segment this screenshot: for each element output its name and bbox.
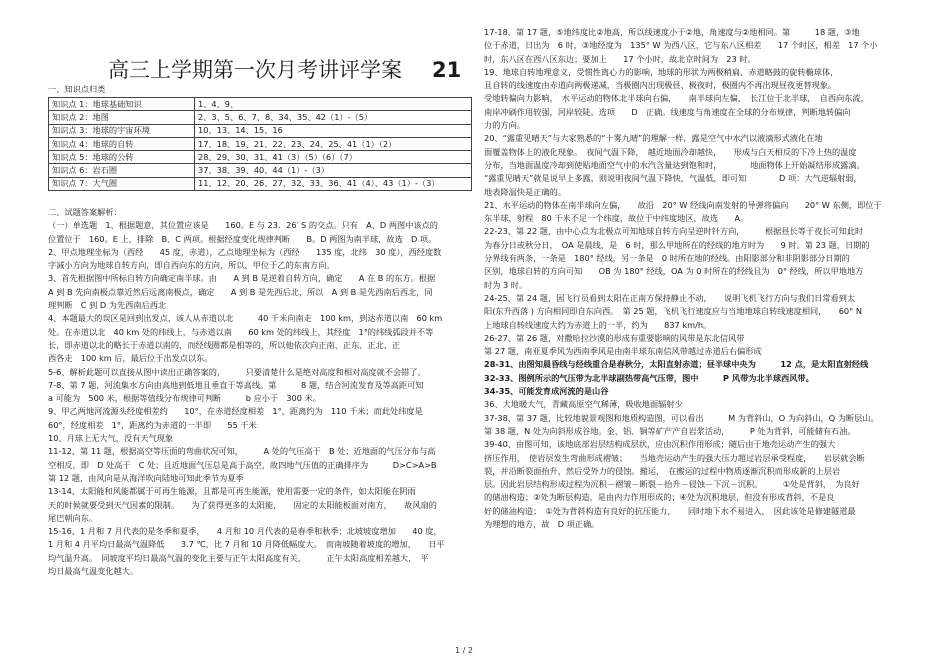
knowledge-point-cell: 知识点 7：大气圈: [49, 177, 195, 190]
text-line: 10、月球上无大气，没有天气现象: [48, 433, 174, 444]
text-line: 分布，当地面温度冷却到使贴地面空气中的水汽含量达到饱和时， 地面物体上开始凝结形成露滴。: [484, 159, 865, 170]
text-line: 13-14、太阳能和风能都属于可再生能源，且都是可再生能源，使用需要一定的条件，如太阳能在阴雨: [48, 486, 416, 497]
text-line: 天的时候就要受到天气因素的限制。 为了获得更多的太阳能， 固定的太阳能板面对南方， 故风扇的: [48, 499, 437, 510]
question-numbers-cell: 28、29、30、31、41（3）（5）（6）（7）: [195, 151, 472, 164]
text-line: 区别，地球自转的方向可知 OB 为 180° 经线，OA 为 0 时所在的经线且为 0° 经线，所以甲地地方: [484, 266, 864, 277]
text-line: 层。因此岩层结构形成过程为沉积－褶皱－断裂－抬升－侵蚀－下沉－沉积。 ①处是背斜， 为良好: [484, 479, 860, 490]
question-numbers-cell: 11、12、20、26、27、32、33、36、41（4）、43（1）-（3）: [195, 177, 472, 190]
text-line: 21、水平运动的物体在南半球向左偏， 故沿 20° W 经线向南发射的导弹将偏向 20° W 东侧，即位于: [484, 199, 882, 210]
text-line: 时，东八区在西八区东边；要加上 17 个小时，故北京时间为 23 时。: [484, 53, 756, 64]
text-line: 力的方向。: [484, 120, 525, 131]
knowledge-point-cell: 知识点 4：地球的自转: [49, 137, 195, 150]
text-line: 为春分日或秋分日， OA 是晨线，是 6 时，那么甲地所在的经线的地方时为 9 时。第 23 题，日期的: [484, 239, 870, 250]
text-line: 分界线有两条，一条是 180° 经线，另一条是 0 时所在地的经线。由阳影部分和非阴影部分日期的: [484, 253, 850, 264]
question-numbers-cell: 10、13、14、15、16: [195, 124, 472, 137]
knowledge-row: [49, 137, 472, 150]
text-line: 9、甲乙两地河流源头经度相差约 10°，在赤道经度相差 1°，距离约为 110 千米；而此处纬度是: [48, 406, 423, 417]
text-line: 15-16、1 月和 7 月代表的是冬季和夏季， 4 月和 10 月代表的是春季和秋季；北坡坡度增加 40 度，: [48, 526, 442, 537]
knowledge-row: [49, 124, 472, 137]
text-line: 20、“露重见晴天”与大家熟悉的“十雾九晴”的理解一样，露是空气中水汽以液滴形式液化在地: [484, 133, 823, 144]
text-line: 37-38、第 37 题，比较地貌景观图和地质构造图，可以看出 M 为背斜山，O 为向斜山，Q 为断层山。: [484, 412, 879, 423]
knowledge-row: [49, 151, 472, 164]
text-line: 22-23、第 22 题，由中心点为北极点可知地球自转方向呈逆时针方向， 根据昼长等于夜长可知此时: [484, 226, 864, 237]
knowledge-row: [49, 98, 472, 111]
knowledge-point-cell: 知识点 5：地球的公转: [49, 151, 195, 164]
knowledge-row: [49, 177, 472, 190]
text-line: 第 27 题，南亚夏季风为西南季风是由南半球东南信风带越过赤道后右偏形成: [484, 346, 762, 357]
text-line: 好的储油构造； ①处为背斜构造有良好的抗压能力， 同时地下水不易进入， 因此该处是修建隧道最: [484, 505, 856, 516]
right-column-answers: [484, 26, 916, 531]
knowledge-row: [49, 164, 472, 177]
knowledge-point-cell: 知识点 1：地球基础知识: [49, 98, 195, 111]
text-line: 60°，经度相差 1°，距离约为赤道的一半即 55 千米: [48, 419, 257, 430]
text-line: 11-12、第 11 题，根据高空等压面的弯曲状况可知， A 处的气压高于 B 处；近地面的气压分布与高: [48, 446, 436, 457]
left-column-answers: [48, 206, 476, 578]
text-line: 东半球，射程 80 千米不足一个纬度，故位于中纬度地区，故选 A。: [484, 213, 749, 224]
text-line: 2、甲点地理坐标为（西经 45 度，赤道），乙点地理坐标为（西经 135 度，北纬 30 度），西经度数: [48, 246, 442, 257]
text-line: 受地转偏向力影响， 水平运动的物体北半球向右偏， 南半球向左偏， 长江位于北半球， 自西向东流，: [484, 93, 869, 104]
knowledge-point-cell: 知识点 3：地球的宇宙环境: [49, 124, 195, 137]
text-line: 南岸冲刷作用较强，河岸较陡。选项 D 正确。线速度与角速度在全球的分布规律，判断地转偏向: [484, 106, 851, 117]
text-line: 39-40、由图可知，该地底部岩层结构成层状，应由沉积作用形成；随后由于地壳运动产生的强大: [484, 439, 836, 450]
text-line: 17-18、第 17 题，⑤地纬度比②地高，所以线速度小于②地，角速度与②地相同。第 18 题，③地: [484, 27, 860, 37]
text-line: 尾巴朝向东。: [48, 512, 98, 523]
text-line: 36、大地暖大气，青藏高原空气稀薄，吸收地面辐射少: [484, 399, 683, 410]
text-line: 西各走 100 km 后，最后位于出发点以东。: [48, 353, 213, 364]
text-line: 的储油构造；②处为断层构造，是由内力作用形成的；④处为沉积地层，但没有形成背斜，不是良: [484, 492, 835, 503]
knowledge-row: [49, 111, 472, 124]
text-line: 挤压作用， 使岩层发生弯曲形成褶皱； 当地壳运动产生的强大压力超过岩层承受程度， 岩层就会断: [484, 452, 865, 463]
text-line: 且自转的线速度由赤道向两极递减，当极圈内出现极昼、极夜时，极圈内不再出现昼夜更替现象。: [484, 80, 837, 91]
question-numbers-cell: 37、38、39、40、44（1）-（3）: [195, 164, 472, 177]
text-line: 裂，并沿断裂面抬升，然后受外力的侵蚀。搬运， 在搬运的过程中物质逐渐沉积而形成新的上层岩: [484, 465, 841, 476]
text-line: 位于赤道，日出为 6 时，③地经度为 135° W 为西八区，它与东八区相差 17 个时区，相差 17 个小: [484, 40, 878, 51]
text-line: 19、地球自转地理意义，受惯性离心力的影响，地球的形状为两极稍扁、赤道略鼓的旋转椭球体，: [484, 66, 839, 77]
text-line: 为理想的地方，故 D 项正确。: [484, 518, 600, 529]
text-line: 均气温升高。 同坡度平均日最高气温的变化主要与正午太阳高度有关， 正午太阳高度相差越大， 平: [48, 552, 429, 563]
text-line: 长，即赤道以北的略长于赤道以南的，而经线圈都是相等的，所以他依次向正南、正东、正北、正: [48, 339, 401, 350]
text-line: 地表降温快是正确的。: [484, 186, 566, 197]
text-line: 24-25、第 24 题，因飞行员看到太阳在正南方保持静止不动， 说明飞机飞行方向与我们日常看到太: [484, 292, 856, 303]
text-line: 时为 3 时。: [484, 279, 528, 290]
text-line: 5-6、解析此题可以直接从图中读出正确答案的， 只要清楚什么是绝对高度和相对高度就不会错了。: [48, 366, 426, 377]
section-heading-knowledge: 一、知识点归类: [48, 84, 106, 94]
text-line: 字减小方向为地球自转方向，即自西向东的方向，所以，甲位于乙的东南方向。: [48, 260, 335, 271]
text-line: 26-27、第 26 题，对撒哈拉沙漠的形成有重要影响的风带是东北信风带: [484, 332, 745, 343]
text-line: A 到 B 先向南极点靠近然后远离南极点，确定 A 到 B 是先西后北，所以 A 到 B 是先西南后西北，同: [48, 286, 433, 297]
text-line: 理判断 C 到 D 为先西南后西北: [48, 300, 167, 311]
knowledge-point-cell: 知识点 2：地图: [49, 111, 195, 124]
question-numbers-cell: 2、3、5、6、7、8、34、35、42（1）-（5）: [195, 111, 472, 124]
page-indicator: 1 / 2: [455, 646, 473, 655]
text-line: 第 12 题，由风向是从海洋吹向陆地可知此季节为夏季: [48, 472, 244, 483]
knowledge-point-cell: 知识点 6：岩石圈: [49, 164, 195, 177]
knowledge-point-table: [48, 97, 472, 191]
text-line: 3、首先根据图中所标自转方向确定南半球。由 A 到 B 是逆着自转方向，确定 A 在 B 的东方。根据: [48, 273, 436, 284]
title-number: 21: [432, 58, 462, 82]
text-line: 第 38 题，N 处为向斜形成谷地。金、铝、铜等矿产产自岩浆活动， P 处为背斜，可能储有石油。: [484, 425, 856, 436]
text-line: 二、试题答案解析：: [48, 207, 122, 217]
question-numbers-cell: 17、18、19、21、22、23、24、25、41（1）（2）: [195, 137, 472, 150]
page-title: 高三上学期第一次月考讲评学案 21: [108, 58, 462, 82]
text-line: 上地球自转线速度大约为赤道上的一半，约为 837 km/h。: [484, 319, 712, 330]
question-numbers-cell: 1、4、9、: [195, 98, 472, 111]
text-line: 7-8、第 7 题，河流集水方向由高地到低地且垂直于等高线。第 8 题，结合河流发育及等高距可知: [48, 379, 424, 390]
text-line: 32-33、图例所示的气压带为北半球副热带高气压带，图中 P 风带为北半球西风带。: [484, 372, 814, 383]
text-line: 1 月和 4 月平均日最高气温降低 3.7 ℃，比 7 月和 10 月降低幅度大。 而南坡随着坡度的增加， 日平: [48, 539, 445, 550]
text-line: 4、本题最大的误区是回到出发点，该人从赤道以北 40 千米向南走 100 km，到达赤道以南 60 km: [48, 313, 443, 324]
text-line: 均日最高气温变化越大。: [48, 566, 139, 577]
text-line: 阳(东升西落 ) 方向相同即自东向西。 第 25 题，飞机飞行速度应与当地地球自转线速度相同， 60° N: [484, 306, 862, 317]
text-line: a 可能为 500 米，根据等值线分布规律可判断 b 应小于 300 米。: [48, 393, 321, 404]
text-line: 面覆盖物体上的液化现象。 夜间气温下降， 越近地面冷却越快， 形成与白天相反的下冷上热的温度: [484, 146, 857, 157]
text-line: “露重见晴天”就是说早上多露，则说明夜间气温下降快，气温低，即可知 D 项：大气逆辐射弱，: [484, 173, 862, 184]
text-line: 空相反，即 D 处高于 C 处；且近地面气压总是高于高空，故四地气压值的正确排序为 D>C>A>B: [48, 459, 437, 470]
text-line: 处。在赤道以北 40 km 处的纬线上，与赤道以南 60 km 处的纬线上，其经度 1°的纬线弧段并不等: [48, 326, 434, 337]
text-line: （一）单选题 1、根据题意，其位置应该是 160。E 与 23．26′ S 的交点。只有 A、D 两图中该点的: [48, 220, 438, 231]
text-line: 34-35、可能发育成河流的是山谷: [484, 386, 609, 397]
text-line: 28-31、由图知晨昏线与经线重合是春秋分，太阳直射赤道；昼半球中央为 12 点，是太阳直射经线: [484, 359, 869, 370]
text-line: 位置位于 160。E 上，排除 B、C 两项。根据经度变化规律判断 B。D 两图为南半球，故选 D 项。: [48, 233, 437, 244]
